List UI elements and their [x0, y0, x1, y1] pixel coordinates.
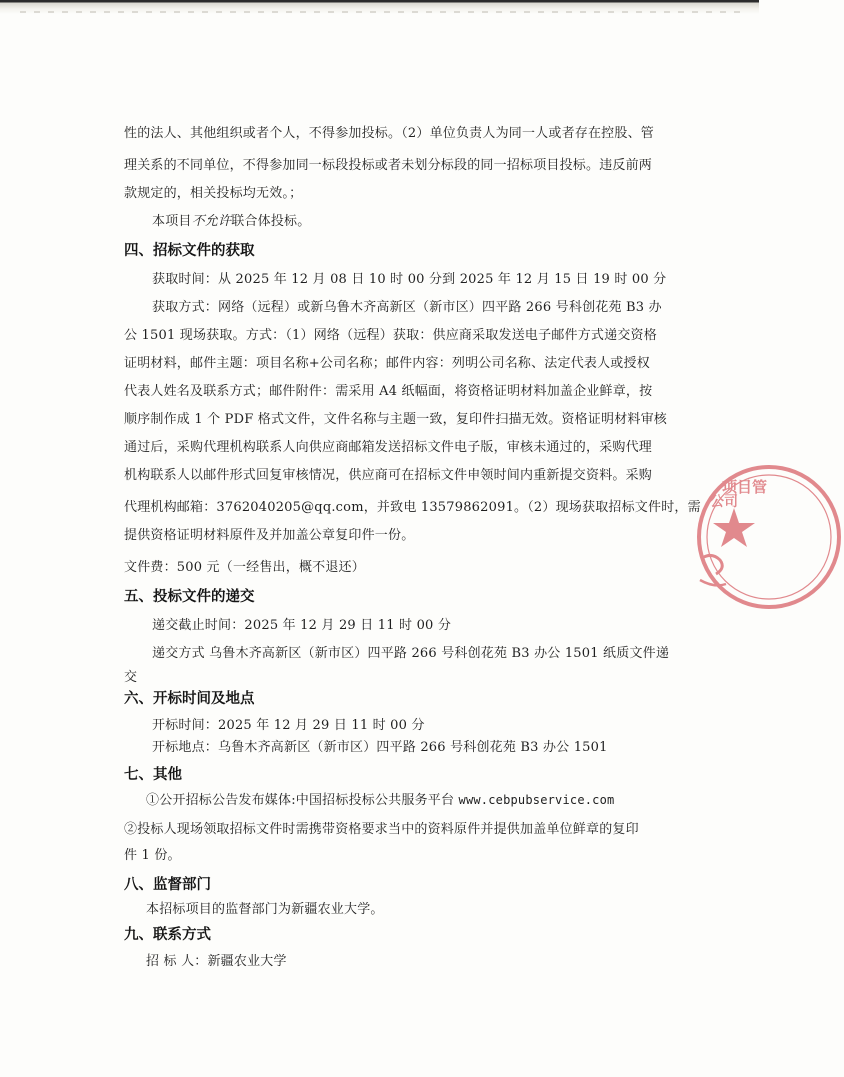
- section-5-deadline: 递交截止时间：2025 年 12 月 29 日 11 时 00 分: [152, 618, 452, 633]
- section-4-line-8: 代理机构邮箱：3762040205@qq.com，并致电 13579862091。（2）现场获取招标文件时，需: [124, 500, 701, 515]
- section-7-heading: 七、其他: [124, 767, 182, 783]
- section-6-time: 开标时间：2025 年 12 月 29 日 11 时 00 分: [152, 718, 425, 733]
- seal-text-line-2: 公司: [710, 494, 738, 510]
- seal-star: [713, 508, 755, 547]
- intro-line-3: 款规定的，相关投标均无效。；: [124, 186, 303, 201]
- section-4-time: 获取时间：从 2025 年 12 月 08 日 10 时 00 分到 2025 年 12 月 15 日 19 时 00 分: [152, 272, 667, 287]
- company-seal-stamp: [694, 462, 844, 612]
- section-9-heading: 九、联系方式: [124, 927, 211, 943]
- media-url-link[interactable]: www.cebpubservice.com: [458, 793, 615, 807]
- section-4-line-1: 获取方式：网络（远程）或新乌鲁木齐高新区（新市区）四平路 266 号科创花苑 B3 办: [152, 300, 662, 315]
- consortium-post: 联合体投标。: [231, 214, 311, 229]
- consortium-pre: 本项目: [152, 214, 192, 229]
- section-8-heading: 八、监督部门: [124, 877, 211, 893]
- section-7-item-1: [146, 790, 614, 811]
- section-5-heading: 五、投标文件的递交: [124, 589, 255, 605]
- section-6-heading: 六、开标时间及地点: [124, 691, 255, 707]
- section-8-text: 本招标项目的监督部门为新疆农业大学。: [146, 902, 384, 917]
- intro-line-2: 理关系的不同单位，不得参加同一标段投标或者未划分标段的同一招标项目投标。违反前两: [124, 158, 653, 173]
- section-7-item-2-line-1: ②投标人现场领取招标文件时需携带资格要求当中的资料原件并提供加盖单位鲜章的复印: [124, 822, 639, 837]
- section-4-line-7: 机构联系人以邮件形式回复审核情况，供应商可在招标文件申领时间内重新提交资料。采购: [124, 468, 653, 483]
- section-5-method: 递交方式 乌鲁木齐高新区（新市区）四平路 266 号科创花苑 B3 办公 1501 纸质文件递: [152, 646, 670, 661]
- section-4-line-9: 提供资格证明材料原件及并加盖公章复印件一份。: [124, 528, 415, 543]
- section-6-place: 开标地点：乌鲁木齐高新区（新市区）四平路 266 号科创花苑 B3 办公 1501: [152, 740, 608, 755]
- section-4-line-4: 代表人姓名及联系方式；邮件附件：需采用 A4 纸幅面，将资格证明材料加盖企业鲜章，按: [124, 384, 653, 399]
- section-9-contact: 招 标 人：新疆农业大学: [146, 954, 287, 969]
- section-4-fee: 文件费：500 元（一经售出，概不退还）: [124, 560, 365, 575]
- seal-text-line-1: 项目管: [722, 478, 768, 496]
- consortium-line: [152, 212, 310, 232]
- intro-line-1: 性的法人、其他组织或者个人，不得参加投标。（2）单位负责人为同一人或者存在控股、管: [124, 126, 654, 141]
- section-5-method-cont: 交: [124, 670, 138, 685]
- section-4-heading: 四、招标文件的获取: [124, 243, 255, 259]
- section-4-line-5: 顺序制作成 1 个 PDF 格式文件，文件名称与主题一致，复印件扫描无效。资格证明材料审核: [124, 412, 667, 427]
- consortium-mid: 不允许: [191, 214, 232, 229]
- section-4-line-2: 公 1501 现场获取。方式：（1）网络（远程）获取：供应商采取发送电子邮件方式递交资格: [124, 328, 657, 343]
- section-7-item-2-line-2: 件 1 份。: [124, 848, 181, 863]
- section-4-line-3: 证明材料，邮件主题：项目名称+公司名称；邮件内容：列明公司名称、法定代表人或授权: [124, 356, 650, 371]
- section-7-item-1-text: ①公开招标公告发布媒体:中国招标投标公共服务平台: [146, 793, 455, 808]
- section-4-line-6: 通过后，采购代理机构联系人向供应商邮箱发送招标文件电子版，审核未通过的，采购代理: [124, 440, 653, 455]
